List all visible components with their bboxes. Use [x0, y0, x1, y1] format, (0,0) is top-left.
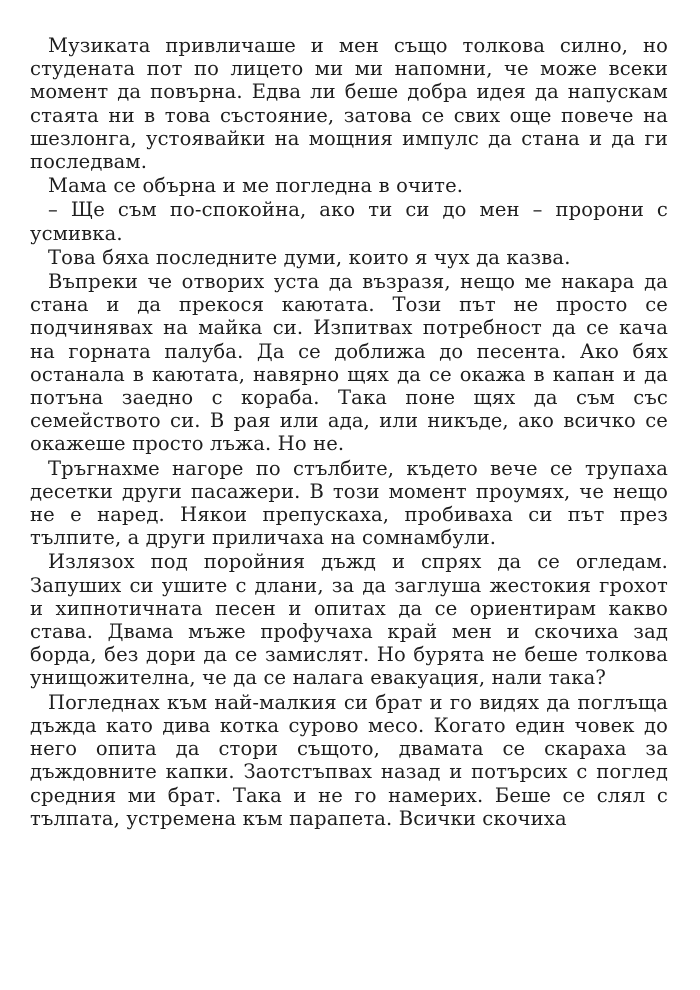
paragraph-1: Музиката привличаше и мен също толкова силно, но студената пот по лицето ми ми напомни, че може всеки момент да повърна. Едва ли беше добра идея да напускам стаята ни в това състояние, затова се свих още повече на шезлонга, устоявайки на мощния импулс да стана и да ги последвам. [30, 34, 668, 174]
paragraph-6: Тръгнахме нагоре по стълбите, където вече се трупаха десетки други пасажери. В този момент проумях, че нещо не е наред. Някои препускаха, пробиваха си път през тълпите, а други приличаха на сомнамбули. [30, 456, 668, 550]
book-page [30, 34, 668, 964]
paragraph-2: Мама се обърна и ме погледна в очите. [48, 174, 464, 198]
paragraph-4: Това бяха последните думи, които я чух да казва. [48, 245, 571, 269]
paragraph-5: Въпреки че отворих уста да възразя, нещо ме накара да стана и да прекося каютата. Този път не просто се подчинявах на майка си. Изпитвах потребност да се кача на горната палуба. Да се доближа до песента. Ако бях останала в каютата, навярно щях да се окажа в капан и да потъна заедно с кораба. Така поне щях да съм със семейството си. В рая или ада, или никъде, ако всичко се окажеше просто лъжа. Но не. [30, 270, 668, 456]
paragraph-7: Излязох под поройния дъжд и спрях да се огледам. Запуших си ушите с длани, за да заглуша жестокия грохот и хипнотичната песен и опитах да се ориентирам какво става. Двама мъже профучаха край мен и скочиха зад борда, без дори да се замислят. Но бурята не беше толкова унищожителна, че да се налага евакуация, нали така? [30, 550, 668, 690]
paragraph-3: – Ще съм по-спокойна, ако ти си до мен – пророни с усмивка. [30, 198, 668, 245]
paragraph-8: Погледнах към най-малкия си брат и го видях да поглъща дъжда като дива котка сурово месо. Когато един човек до него опита да стори същото, двамата се скараха за дъждовните капки. Заотстъпвах назад и потърсих с поглед средния ми брат. Така и не го намерих. Беше се слял с тълпата, устремена към парапета. Всички скочиха [30, 690, 668, 830]
